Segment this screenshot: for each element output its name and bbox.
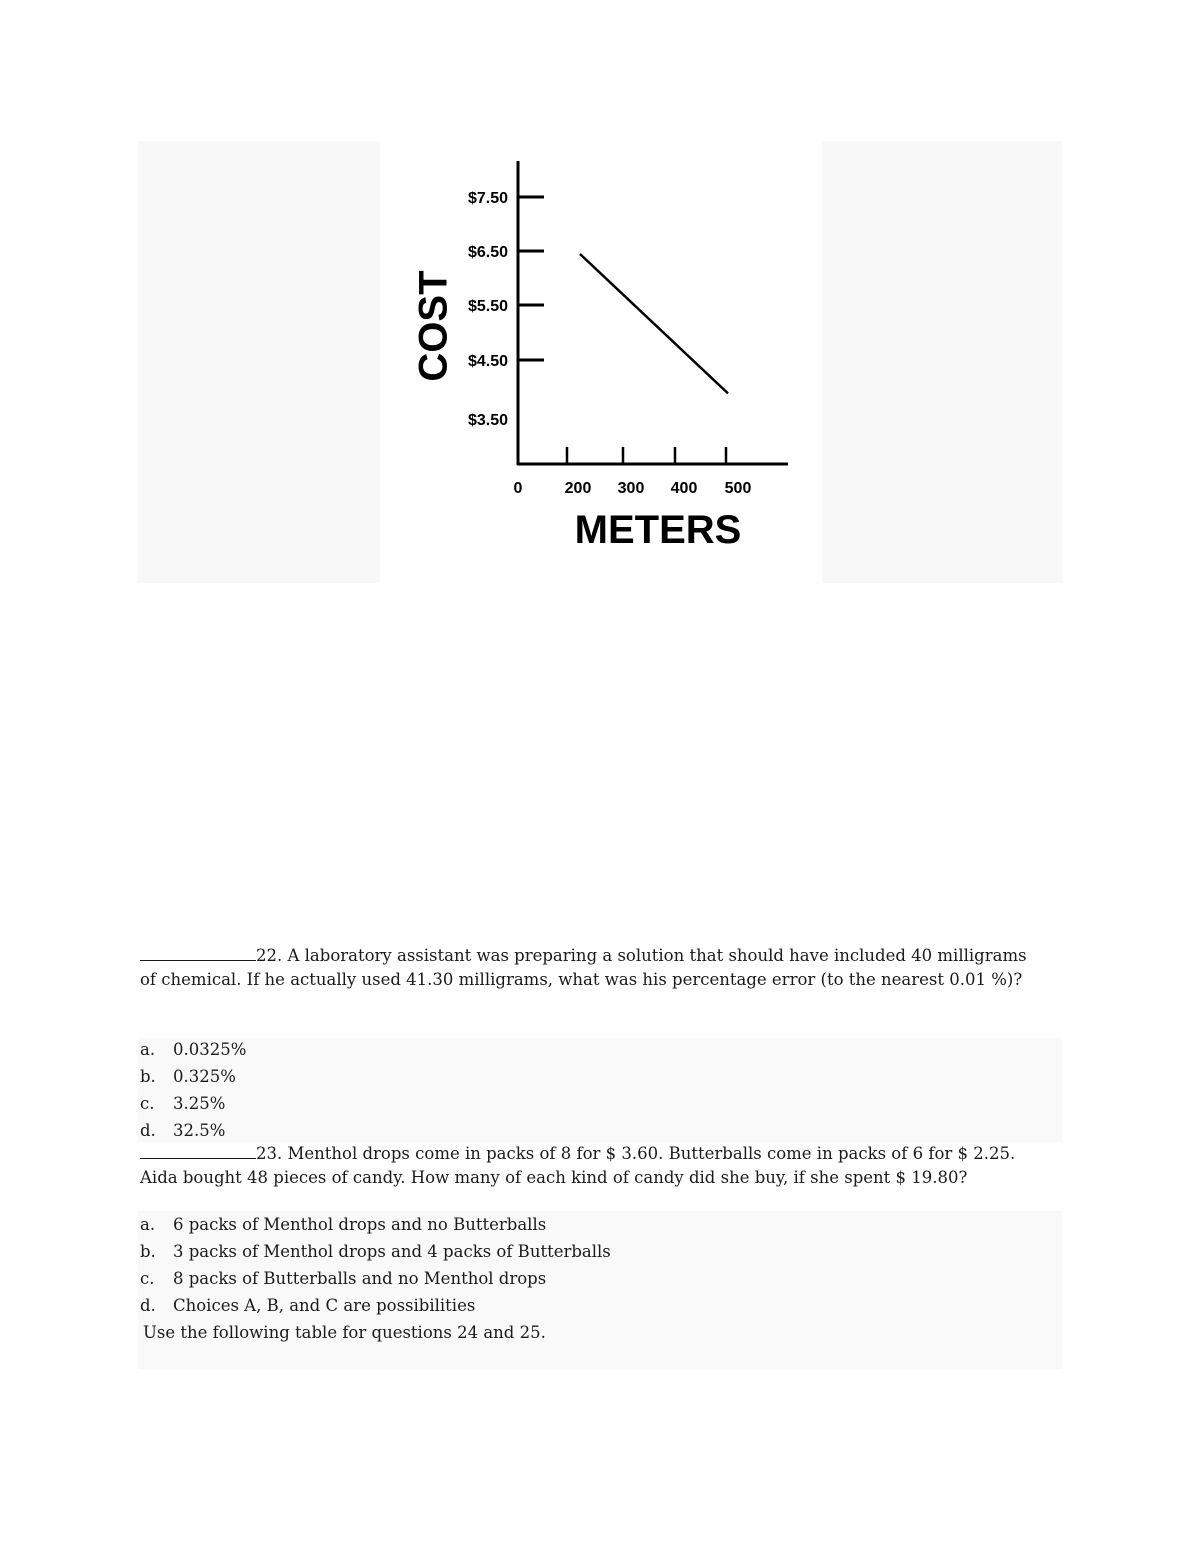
data-line (580, 254, 728, 393)
option-text: 0.325% (173, 1067, 236, 1086)
option-text: 3 packs of Menthol drops and 4 packs of Butterballs (173, 1242, 611, 1261)
q23-option-c[interactable] (140, 1267, 546, 1291)
option-letter: a. (140, 1215, 156, 1234)
y-axis-label: COST (411, 270, 456, 382)
option-letter: c. (140, 1094, 155, 1113)
x-tick-label: 400 (670, 480, 698, 497)
q23-option-a[interactable] (140, 1213, 546, 1237)
option-letter: d. (140, 1121, 156, 1140)
option-text: 8 packs of Butterballs and no Menthol drops (173, 1269, 547, 1288)
question-22-text: 22. A laboratory assistant was preparing a solution that should have included 40 milligrams of chemical. If he actually used 41.30 milligrams, what was his percentage error (to the nearest 0.01 %)? (140, 946, 1027, 989)
question-23 (140, 1142, 1040, 1190)
option-text: Choices A, B, and C are possibilities (173, 1296, 476, 1315)
q22-option-c[interactable] (140, 1092, 225, 1116)
x-tick-label: 0 (513, 480, 523, 497)
q22-option-b[interactable] (140, 1065, 236, 1089)
option-text: 0.0325% (173, 1040, 247, 1059)
cost-meters-chart (380, 141, 822, 583)
x-axis-label: METERS (574, 508, 742, 552)
question-23-text: 23. Menthol drops come in packs of 8 for $ 3.60. Butterballs come in packs of 6 for $ 2.25. Aida bought 48 pieces of candy. How many of each kind of candy did she buy, if she spent $ 19.80? (140, 1144, 1016, 1187)
option-letter: c. (140, 1269, 155, 1288)
y-tick-label: $3.50 (467, 412, 508, 429)
q23-option-d[interactable] (140, 1294, 475, 1318)
y-tick-label: $6.50 (467, 244, 508, 261)
y-tick-label: $7.50 (467, 190, 508, 207)
y-tick-label: $5.50 (467, 298, 508, 315)
option-letter: d. (140, 1296, 156, 1315)
option-letter: a. (140, 1040, 156, 1059)
question-22 (140, 944, 1040, 992)
q22-option-d[interactable] (140, 1119, 225, 1143)
y-tick-label: $4.50 (467, 353, 508, 370)
x-tick-label: 300 (617, 480, 645, 497)
option-text: 32.5% (173, 1121, 226, 1140)
q23-option-b[interactable] (140, 1240, 611, 1264)
answer-blank-22[interactable] (140, 946, 256, 961)
table-note: Use the following table for questions 24 and 25. (143, 1323, 546, 1342)
answer-blank-23[interactable] (140, 1144, 256, 1159)
option-letter: b. (140, 1067, 156, 1086)
option-letter: b. (140, 1242, 156, 1261)
q22-option-a[interactable] (140, 1038, 246, 1062)
x-tick-label: 200 (564, 480, 592, 497)
option-text: 3.25% (173, 1094, 226, 1113)
q22-options-panel (138, 1038, 1062, 1142)
x-tick-label: 500 (724, 480, 752, 497)
option-text: 6 packs of Menthol drops and no Butterballs (173, 1215, 547, 1234)
